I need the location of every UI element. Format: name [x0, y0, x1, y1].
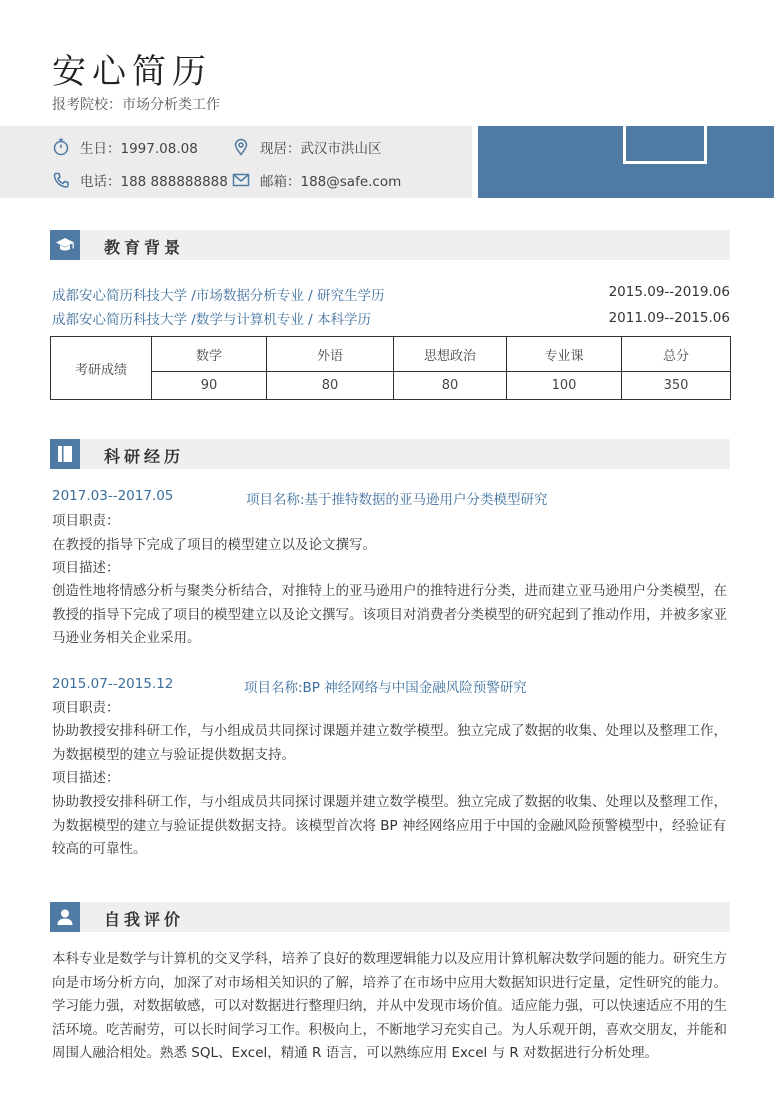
score-value: 90 [152, 372, 267, 400]
location-text: 现居：武汉市洪山区 [260, 141, 382, 157]
phone-row [52, 170, 228, 190]
score-value: 80 [394, 372, 507, 400]
stopwatch-icon [52, 138, 70, 156]
photo-frame [623, 122, 707, 164]
edu-entry-date: 2015.09--2019.06 [608, 284, 730, 300]
project-duty-label: 项目职责： [52, 513, 120, 529]
location-row [232, 137, 382, 157]
project-duty-label: 项目职责： [52, 700, 120, 716]
project-name: 项目名称:BP 神经网络与中国金融风险预警研究 [244, 680, 527, 696]
score-value: 100 [507, 372, 622, 400]
self-eval-header [50, 902, 730, 932]
envelope-icon [232, 171, 250, 189]
education-header [50, 230, 730, 260]
phone-icon [52, 171, 70, 189]
score-header: 总分 [622, 337, 731, 372]
self-eval-title: 自我评价 [104, 910, 185, 929]
birth-row [52, 137, 198, 157]
project-name: 项目名称:基于推特数据的亚马逊用户分类模型研究 [246, 492, 548, 508]
email-text: 邮箱：188@safe.com [260, 174, 402, 190]
apply-target: 报考院校：市场分析类工作 [52, 97, 220, 113]
score-header: 外语 [267, 337, 394, 372]
book-icon [50, 439, 80, 469]
score-header: 数学 [152, 337, 267, 372]
edu-entry-date: 2011.09--2015.06 [608, 310, 730, 326]
score-value: 350 [622, 372, 731, 400]
email-row [232, 170, 401, 190]
project-date: 2015.07--2015.12 [52, 676, 174, 692]
project-desc-label: 项目描述： [52, 770, 120, 786]
score-header: 专业课 [507, 337, 622, 372]
edu-entry-school: 成都安心简历科技大学 /数学与计算机专业 / 本科学历 [52, 312, 371, 328]
score-header: 思想政治 [394, 337, 507, 372]
exam-score-table [50, 336, 731, 400]
phone-text: 电话：188 888888888 [80, 174, 228, 190]
project-date: 2017.03--2017.05 [52, 488, 174, 504]
self-eval-text: 本科专业是数学与计算机的交叉学科，培养了良好的数理逻辑能力以及应用计算机解决数学问题的能力。研究生方向是市场分析方向，加深了对市场相关知识的了解，培养了在市场中应用大数据知识进行定量，定性研究的能力。学习能力强，对数据敏感，可以对数据进行整理归纳，并从中发现市场价值。适应能力强，可以快速适应不用的生活环境。吃苦耐劳，可以长时间学习工作。积极向上，不断地学习充实自己。为人乐观开朗，喜欢交朋友，并能和周围人融洽相处。熟悉 SQL、Excel，精通 R 语言，可以熟练应用 Excel 与 R 对数据进行分析处理。 [52, 951, 727, 1061]
project-desc: 创造性地将情感分析与聚类分析结合，对推特上的亚马逊用户的推特进行分类，进而建立亚马逊用户分类模型，在教授的指导下完成了项目的模型建立以及论文撰写。该项目对消费者分类模型的研究起到了推动作用，并被多家亚马逊业务相关企业采用。 [52, 583, 727, 646]
edu-entry-school: 成都安心简历科技大学 /市场数据分析专业 / 研究生学历 [52, 288, 385, 304]
education-title: 教育背景 [104, 238, 185, 257]
project-duty: 协助教授安排科研工作，与小组成员共同探讨课题并建立数学模型。独立完成了数据的收集、处理以及整理工作，为数据模型的建立与验证提供数据支持。 [52, 723, 727, 763]
score-value: 80 [267, 372, 394, 400]
score-row-label: 考研成绩 [51, 337, 152, 400]
user-icon [50, 902, 80, 932]
research-title: 科研经历 [104, 447, 185, 466]
birth-text: 生日：1997.08.08 [80, 141, 198, 157]
graduation-cap-icon [50, 230, 80, 260]
project-desc: 协助教授安排科研工作，与小组成员共同探讨课题并建立数学模型。独立完成了数据的收集、处理以及整理工作，为数据模型的建立与验证提供数据支持。该模型首次将 BP 神经网络应用于中国的金融风险预警模型中，经验证有较高的可靠性。 [52, 794, 727, 857]
resume-name: 安心简历 [52, 52, 212, 92]
project-duty: 在教授的指导下完成了项目的模型建立以及论文撰写。 [52, 537, 376, 553]
project-desc-label: 项目描述： [52, 560, 120, 576]
research-header [50, 439, 730, 469]
location-pin-icon [232, 138, 250, 156]
